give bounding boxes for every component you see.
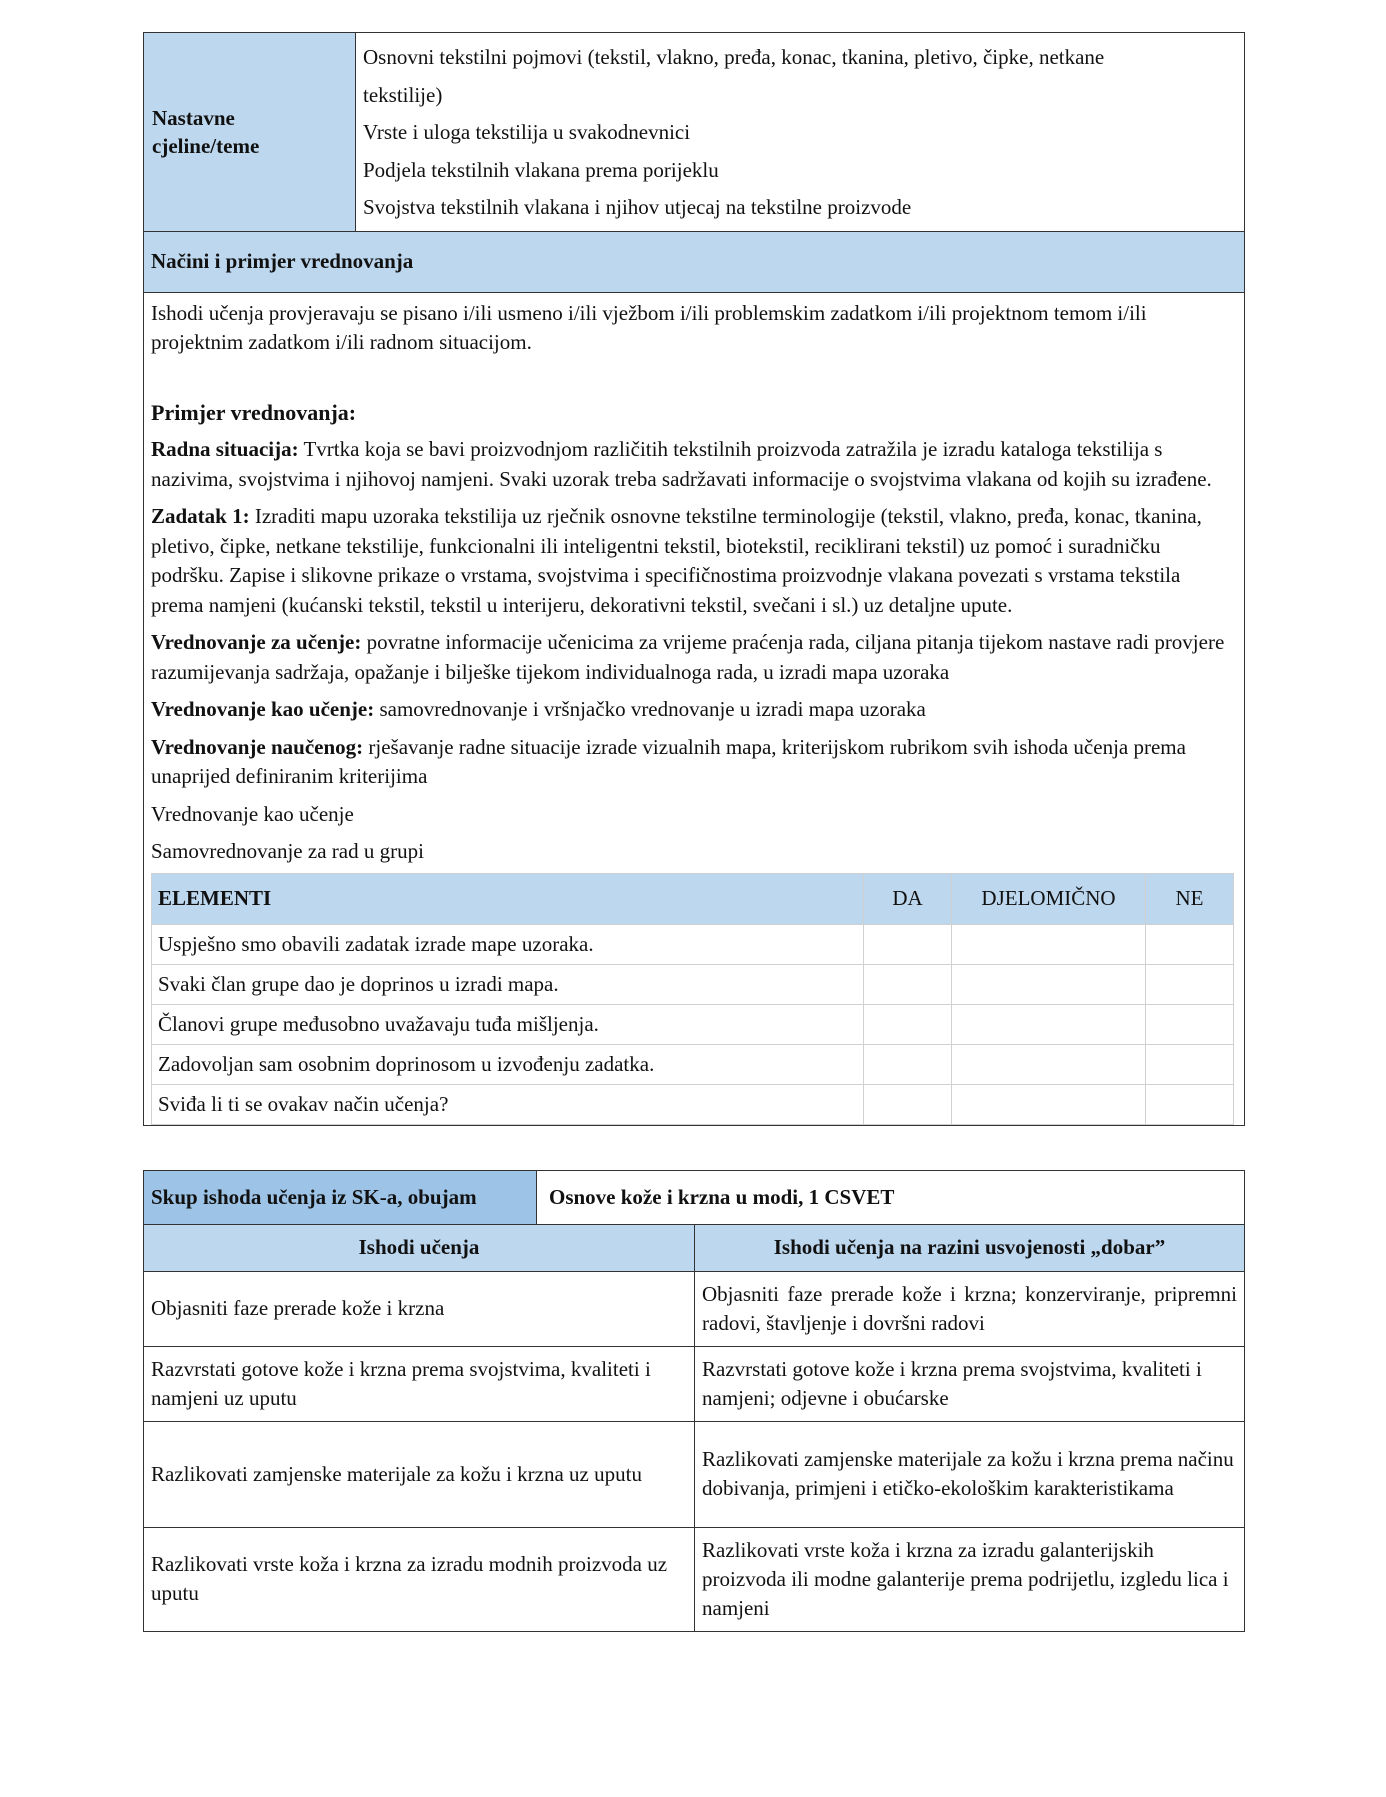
topic-item: Svojstva tekstilnih vlakana i njihov utjecaj na tekstilne proizvode [363, 195, 912, 219]
djelomicno-cell[interactable] [952, 1044, 1146, 1084]
da-cell[interactable] [864, 964, 952, 1004]
table-row [144, 1271, 1245, 1346]
evaluation-heading-row [144, 231, 1245, 292]
topic-item: tekstilije) [363, 82, 443, 107]
element-text: Svaki član grupe dao je doprinos u izradi mapa. [152, 964, 864, 1004]
paragraph-assessment-for-learning: Vrednovanje za učenje: povratne informacije učenicima za vrijeme praćenja rada, ciljana pitanja tijekom nastave radi provjere razumijevanja sadržaja, opažanje i bilješke tijekom individualnoga rada, u izradi mapa uzoraka [151, 630, 1225, 684]
da-cell[interactable] [864, 1004, 952, 1044]
topic-item: Osnovni tekstilni pojmovi (tekstil, vlakno, pređa, konac, tkanina, pletivo, čipke, netkane [363, 45, 1105, 69]
intro-text: Ishodi učenja provjeravaju se pisano i/ili usmeno i/ili vježbom i/ili problemskim zadatkom i/ili projektnom temom i/ili projektnim zadatkom i/ili radnom situacijom. [151, 300, 1147, 354]
topics-label: Nastavne cjeline/teme [144, 33, 356, 232]
da-cell[interactable] [864, 1084, 952, 1124]
topics-row [144, 33, 1245, 232]
djelomicno-cell[interactable] [952, 964, 1146, 1004]
ne-cell[interactable] [1146, 1004, 1234, 1044]
self-evaluation-header [152, 873, 1234, 924]
topic-item: Vrste i uloga tekstilija u svakodnevnici [363, 120, 691, 144]
outcome-set-row [144, 1170, 1245, 1224]
document-page [143, 32, 1245, 1632]
header-djelomicno: DJELOMIČNO [952, 873, 1146, 924]
paragraph-task-1: Zadatak 1: Izraditi mapu uzoraka tekstilija uz rječnik osnovne tekstilne terminologije (tekstil, vlakno, pređa, konac, tkanina, pletivo, čipke, netkane tekstilije, funkcionalni ili inteligentni tekstil, biotekstil, reciklirani tekstil) uz pomoć i suradničku podršku. Zapise i slikovne prikaze o vrstama, svojstvima i specifičnostima proizvodnje vlakana povezati s vrstama tekstila prema namjeni (kućanski tekstil, tekstil u interijeru, dekorativni tekstil, svečani i sl.) uz detaljne upute. [151, 504, 1202, 617]
outcome-good-text: Razlikovati zamjenske materijale za kožu i krzna prema načinu dobivanja, primjeni i etičko-ekološkim karakteristikama [695, 1421, 1245, 1527]
ne-cell[interactable] [1146, 1044, 1234, 1084]
evaluation-content-row [144, 292, 1245, 1125]
topics-list [356, 33, 1245, 232]
topic-item: Podjela tekstilnih vlakana prema porijeklu [363, 157, 719, 182]
ne-cell[interactable] [1146, 1084, 1234, 1124]
table-row [152, 924, 1234, 964]
plain-line: Samovrednovanje za rad u grupi [151, 839, 424, 863]
element-text: Članovi grupe međusobno uvažavaju tuđa mišljenja. [152, 1004, 864, 1044]
paragraph-work-situation: Radna situacija: Tvrtka koja se bavi proizvodnjom različitih tekstilnih proizvoda zatražila je izradu kataloga tekstilija s nazivima, svojstvima i njihovoj namjeni. Svaki uzorak treba sadržavati informacije o svojstvima vlakana od kojih su izrađene. [151, 437, 1212, 491]
outcome-good-text: Razvrstati gotove kože i krzna prema svojstvima, kvaliteti i namjeni; odjevne i obućarske [695, 1346, 1245, 1421]
example-heading: Primjer vrednovanja: [151, 399, 357, 425]
evaluation-content [144, 292, 1245, 1125]
outcome-text: Razlikovati vrste koža i krzna za izradu modnih proizvoda uz uputu [144, 1527, 695, 1631]
element-text: Uspješno smo obavili zadatak izrade mape uzoraka. [152, 924, 864, 964]
table-row [152, 1044, 1234, 1084]
outcome-text: Razvrstati gotove kože i krzna prema svojstvima, kvaliteti i namjeni uz uputu [144, 1346, 695, 1421]
topics-evaluation-table [143, 32, 1245, 1126]
header-ne: NE [1146, 873, 1234, 924]
table-row [144, 1346, 1245, 1421]
learning-outcomes-table [143, 1170, 1245, 1632]
self-evaluation-table [151, 873, 1234, 1125]
outcome-set-label: Skup ishoda učenja iz SK-a, obujam [144, 1170, 537, 1224]
outcome-good-text: Objasniti faze prerade kože i krzna; konzerviranje, pripremni radovi, štavljenje i dovršni radovi [695, 1271, 1245, 1346]
djelomicno-cell[interactable] [952, 1084, 1146, 1124]
outcome-good-text: Razlikovati vrste koža i krzna za izradu galanterijskih proizvoda ili modne galanterije prema podrijetlu, izgledu lica i namjeni [695, 1527, 1245, 1631]
paragraph-assessment-of-learning: Vrednovanje naučenog: rješavanje radne situacije izrade vizualnih mapa, kriterijskom rubrikom svih ishoda učenja prema unaprijed definiranim kriterijima [151, 734, 1186, 788]
ne-cell[interactable] [1146, 964, 1234, 1004]
table-row [152, 964, 1234, 1004]
plain-line: Vrednovanje kao učenje [151, 801, 354, 826]
header-outcomes: Ishodi učenja [144, 1224, 695, 1271]
outcomes-header-row [144, 1224, 1245, 1271]
element-text: Zadovoljan sam osobnim doprinosom u izvođenju zadatka. [152, 1044, 864, 1084]
outcome-set-value: Osnove kože i krzna u modi, 1 CSVET [537, 1170, 1245, 1224]
paragraph-assessment-as-learning: Vrednovanje kao učenje: samovrednovanje i vršnjačko vrednovanje u izradi mapa uzoraka [151, 697, 926, 721]
outcome-text: Razlikovati zamjenske materijale za kožu i krzna uz uputu [144, 1421, 695, 1527]
header-da: DA [864, 873, 952, 924]
ne-cell[interactable] [1146, 924, 1234, 964]
outcome-text: Objasniti faze prerade kože i krzna [144, 1271, 695, 1346]
djelomicno-cell[interactable] [952, 924, 1146, 964]
header-elements: ELEMENTI [152, 873, 864, 924]
da-cell[interactable] [864, 924, 952, 964]
table-row [144, 1527, 1245, 1631]
djelomicno-cell[interactable] [952, 1004, 1146, 1044]
table-row [152, 1004, 1234, 1044]
table-row [152, 1084, 1234, 1124]
header-outcomes-good: Ishodi učenja na razini usvojenosti „dobar” [695, 1224, 1245, 1271]
element-text: Sviđa li ti se ovakav način učenja? [152, 1084, 864, 1124]
da-cell[interactable] [864, 1044, 952, 1084]
evaluation-heading: Načini i primjer vrednovanja [144, 231, 1245, 292]
table-row [144, 1421, 1245, 1527]
